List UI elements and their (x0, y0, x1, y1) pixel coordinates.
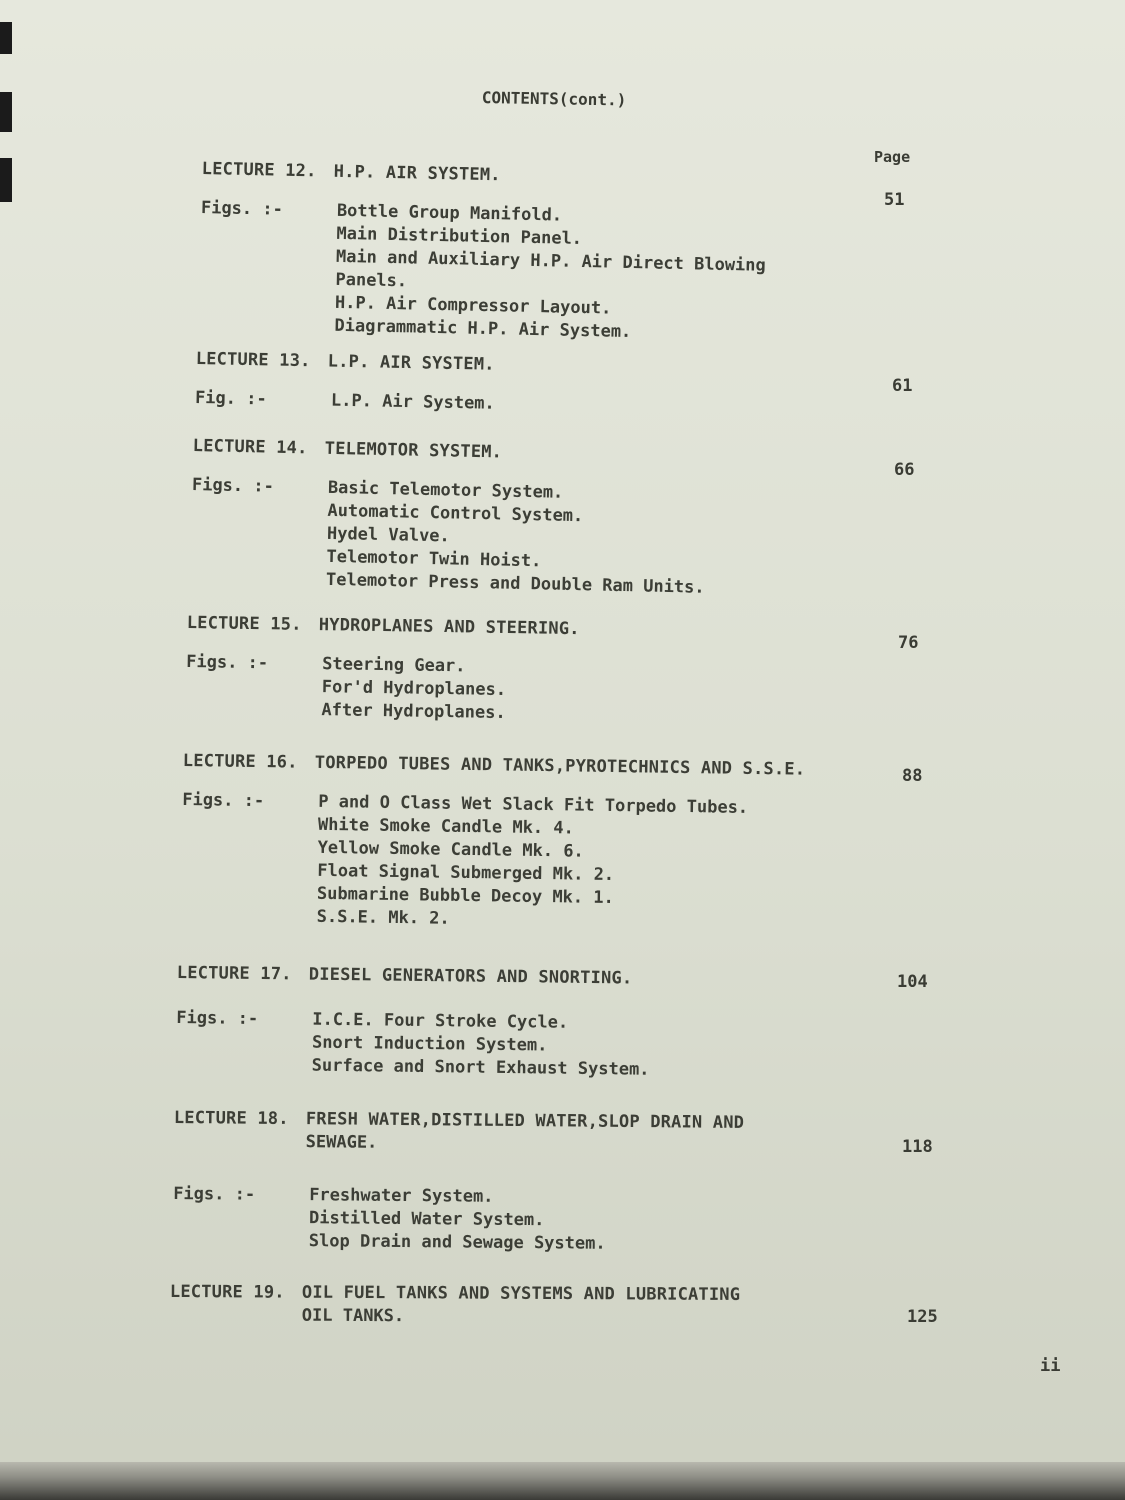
figures-label: Figs. :- (186, 651, 269, 674)
lecture-number: LECTURE 18. (173, 1108, 289, 1130)
figures-block (198, 197, 981, 351)
figure-item: Telemotor Twin Hoist. (326, 546, 542, 572)
figure-item: White Smoke Candle Mk. 4. (317, 814, 574, 839)
figures-label: Figs. :- (182, 789, 265, 812)
figure-list (317, 791, 749, 935)
figure-item: Diagrammatic H.P. Air System. (334, 315, 632, 343)
lecture-entry (176, 962, 957, 1086)
lecture-subject: FRESH WATER,DISTILLED WATER,SLOP DRAIN AND (305, 1109, 745, 1133)
lecture-title (193, 435, 973, 474)
contents-heading: CONTENTS(cont.) (481, 88, 627, 110)
figures-label: Fig. :- (194, 387, 267, 410)
figure-item: Submarine Bubble Decoy Mk. 1. (316, 883, 614, 909)
lecture-title (187, 612, 967, 647)
figure-item: Hydel Valve. (326, 523, 450, 547)
figure-item: Distilled Water System. (308, 1208, 545, 1231)
lecture-subject: H.P. AIR SYSTEM. (333, 161, 501, 186)
lecture-number: LECTURE 13. (195, 348, 311, 372)
lecture-number: LECTURE 16. (182, 750, 298, 773)
binder-mark-top (0, 22, 12, 54)
lecture-subject-continued: OIL TANKS. (301, 1305, 405, 1327)
lecture-subject: DIESEL GENERATORS AND SNORTING. (308, 964, 633, 989)
figure-item: I.C.E. Four Stroke Cycle. (312, 1009, 569, 1033)
figure-item: Steering Gear. (322, 654, 466, 677)
figures-label: Figs. :- (200, 197, 284, 220)
lecture-title (177, 962, 957, 995)
figures-block (176, 1007, 957, 1086)
figure-item: S.S.E. Mk. 2. (316, 906, 450, 929)
figures-block (181, 789, 963, 938)
figure-item: Snort Induction System. (311, 1032, 548, 1056)
lecture-number: LECTURE 17. (176, 962, 292, 985)
figure-list (321, 653, 506, 725)
figures-block (173, 1183, 954, 1259)
lecture-title (170, 1281, 950, 1308)
figure-item: H.P. Air Compressor Layout. (334, 292, 612, 319)
figure-item: Surface and Snort Exhaust System. (311, 1055, 650, 1080)
lecture-subject: HYDROPLANES AND STEERING. (318, 615, 580, 640)
lecture-entry (190, 435, 973, 605)
lecture-title (196, 348, 976, 386)
figure-item: Float Signal Submerged Mk. 2. (317, 860, 615, 886)
lecture-number: LECTURE 15. (186, 612, 302, 635)
figure-list (334, 200, 767, 347)
lecture-subject: L.P. AIR SYSTEM. (327, 351, 495, 375)
lecture-entry (170, 1281, 950, 1331)
figures-block (195, 387, 975, 425)
figure-item: L.P. Air System. (330, 390, 495, 414)
lecture-number: LECTURE 12. (201, 158, 317, 182)
page-number: 51 (884, 190, 905, 210)
figure-item: Telemotor Press and Double Ram Units. (325, 569, 705, 598)
page-number: 104 (897, 972, 928, 992)
figure-item: P and O Class Wet Slack Fit Torpedo Tubes. (318, 791, 749, 818)
figure-list (326, 477, 707, 600)
lecture-number: LECTURE 14. (192, 435, 308, 459)
lecture-number: LECTURE 19. (169, 1282, 285, 1303)
lecture-entry (195, 348, 976, 425)
page-number: 76 (898, 633, 919, 653)
figure-item: Panels. (335, 269, 408, 292)
lecture-subject: TELEMOTOR SYSTEM. (324, 438, 503, 463)
page-bottom-edge (0, 1462, 1125, 1500)
figure-list (309, 1184, 606, 1256)
figures-block (185, 651, 966, 732)
page-number: 88 (902, 766, 923, 786)
figures-label: Figs. :- (191, 474, 275, 497)
lecture-subject: TORPEDO TUBES AND TANKS,PYROTECHNICS AND S.S.E. (314, 752, 806, 780)
page-number: 61 (892, 376, 913, 396)
lecture-subject-continued: SEWAGE. (305, 1132, 378, 1153)
lecture-entry (173, 1107, 954, 1259)
figure-list (331, 390, 495, 416)
figure-item: Freshwater System. (309, 1185, 494, 1207)
figure-item: Automatic Control System. (327, 500, 584, 527)
lecture-subject: OIL FUEL TANKS AND SYSTEMS AND LUBRICATING (301, 1282, 741, 1305)
figure-item: Yellow Smoke Candle Mk. 6. (317, 837, 584, 862)
figures-label: Figs. :- (176, 1007, 259, 1029)
lecture-title (202, 158, 982, 197)
figure-item: Slop Drain and Sewage System. (308, 1231, 606, 1254)
binder-mark-bottom (0, 158, 12, 202)
figure-list (312, 1009, 651, 1082)
figure-item: Main and Auxiliary H.P. Air Direct Blowing (335, 246, 766, 276)
figure-item: After Hydroplanes. (321, 700, 506, 724)
page-number: 66 (894, 460, 915, 480)
figure-item: Main Distribution Panel. (336, 223, 583, 249)
figure-item: Bottle Group Manifold. (336, 200, 563, 226)
figures-block (190, 474, 972, 605)
lecture-entry (198, 158, 982, 351)
figure-item: For'd Hydroplanes. (321, 677, 507, 701)
page-column-label: Page (874, 148, 911, 166)
lecture-entry (185, 612, 967, 732)
page-number: 125 (907, 1307, 938, 1327)
lecture-title (183, 750, 963, 784)
footer-page-number: ii (1040, 1356, 1061, 1376)
figures-label: Figs. :- (173, 1183, 256, 1205)
binder-mark-middle (0, 92, 12, 132)
page-number: 118 (902, 1137, 933, 1157)
figure-item: Basic Telemotor System. (327, 477, 564, 503)
lecture-entry (181, 750, 963, 938)
